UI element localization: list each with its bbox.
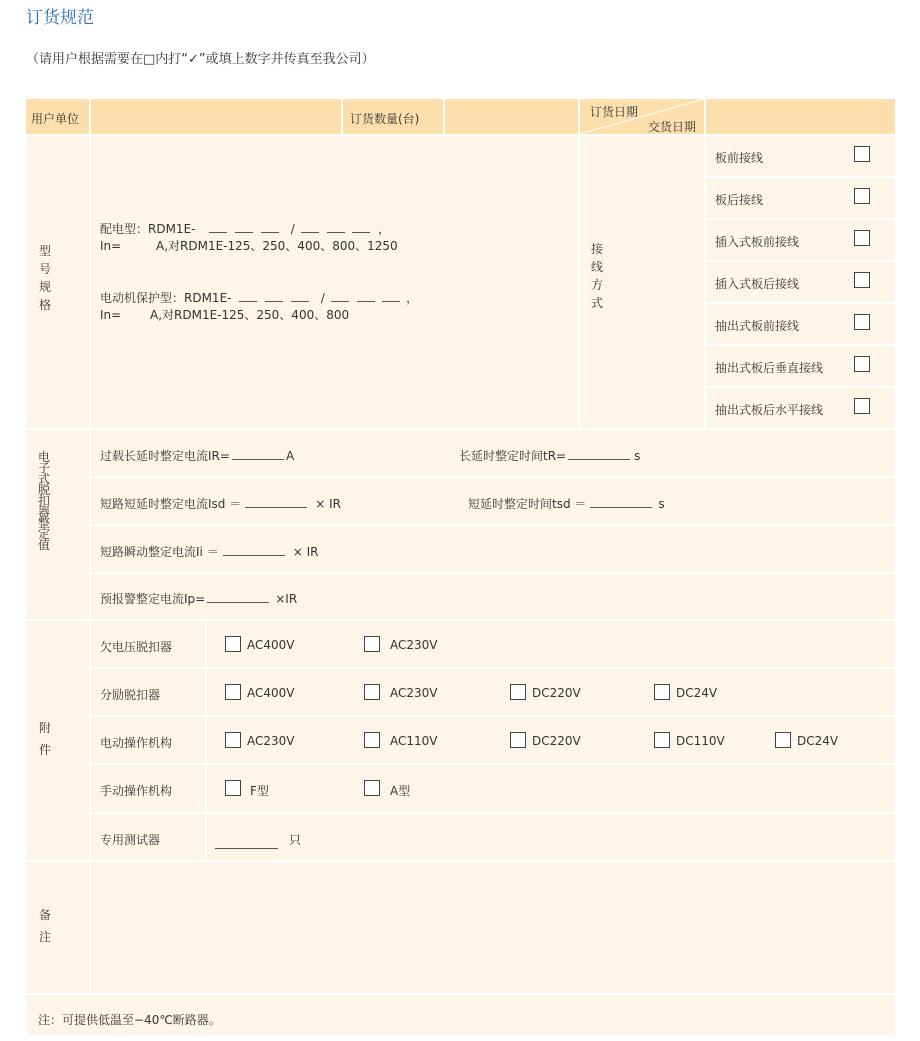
pre-alarm-current-label: 预报警整定电流Ip=	[100, 592, 206, 606]
wiring-option-row[interactable]	[706, 304, 895, 344]
header-order-qty-label-cell	[343, 99, 443, 134]
model-line-3: 电动机保护型：RDM1E- / ，	[100, 291, 419, 305]
model-line-2	[100, 237, 398, 254]
header-date-label-cell	[580, 99, 704, 134]
model-code-blank[interactable]	[382, 289, 400, 302]
accessory-options-cell	[207, 765, 895, 812]
model-line-1-text: 配电型：RDM1E-	[100, 222, 196, 236]
wiring-option-label: 抽出式板后水平接线	[715, 403, 824, 417]
option-label: DC110V	[676, 734, 725, 748]
wiring-checkbox[interactable]	[854, 314, 870, 330]
option-checkbox[interactable]	[225, 636, 241, 652]
release-section-label: 电 子 式 脱 扣 器 整 定 值	[37, 450, 50, 552]
pre-alarm-current-unit: ×IR	[275, 592, 298, 606]
release-row-4-content	[100, 590, 297, 607]
model-spec-cell	[91, 136, 578, 428]
wiring-checkbox[interactable]	[854, 272, 870, 288]
shunt-release-label: 分励脱扣器	[100, 688, 161, 702]
remarks-section-label: 备 注	[38, 908, 51, 944]
accessories-section-label-cell	[26, 621, 89, 860]
wiring-checkbox[interactable]	[854, 146, 870, 162]
option-checkbox[interactable]	[775, 732, 791, 748]
model-code-blank[interactable]	[261, 220, 279, 233]
short-delay-current-blank[interactable]	[245, 495, 307, 508]
wiring-option-label: 抽出式板前接线	[715, 319, 800, 333]
wiring-checkbox[interactable]	[854, 230, 870, 246]
wiring-label-cell	[580, 136, 704, 428]
short-delay-current-unit: × IR	[315, 497, 341, 511]
option-checkbox[interactable]	[364, 732, 380, 748]
wiring-option-row[interactable]	[706, 388, 895, 428]
accessory-label-cell	[91, 669, 205, 715]
accessory-options-cell	[207, 669, 895, 715]
overload-current-label: 过载长延时整定电流IR=	[100, 449, 230, 463]
model-line-1: 配电型：RDM1E- / ，	[100, 222, 391, 236]
instantaneous-current-label: 短路瞬动整定电流Ii ＝	[100, 545, 219, 559]
header-user-unit-label-cell	[26, 99, 89, 134]
tester-label: 专用测试器	[100, 833, 161, 847]
model-line-2-prefix: In=	[100, 239, 122, 253]
header-order-date-label: 订货日期	[590, 105, 639, 119]
model-code-blank[interactable]	[327, 220, 345, 233]
model-code-blank[interactable]	[301, 220, 319, 233]
option-checkbox[interactable]	[364, 684, 380, 700]
model-line-3-text: 电动机保护型：RDM1E-	[100, 291, 232, 305]
short-delay-time-blank[interactable]	[590, 495, 652, 508]
pre-alarm-current-blank[interactable]	[207, 590, 269, 603]
release-row-1-right	[459, 447, 640, 464]
release-row-2-left	[100, 495, 341, 512]
release-row-3	[91, 526, 895, 572]
instantaneous-current-unit: × IR	[292, 545, 319, 559]
wiring-option-row[interactable]	[706, 178, 895, 218]
accessory-label-cell	[91, 621, 205, 667]
model-line-3-tail: ，	[406, 291, 419, 305]
wiring-option-label: 插入式板后接线	[715, 277, 800, 291]
wiring-checkbox[interactable]	[854, 356, 870, 372]
model-section-label-cell	[26, 136, 89, 428]
option-checkbox[interactable]	[225, 780, 241, 796]
option-label: AC230V	[390, 638, 438, 652]
option-label: A型	[390, 784, 411, 798]
model-code-blank[interactable]	[209, 220, 227, 233]
short-delay-time-unit: s	[658, 497, 665, 511]
accessory-label-cell	[91, 814, 205, 860]
release-row-3-content	[100, 543, 318, 560]
remarks-section-label-cell	[26, 862, 89, 993]
wiring-option-row[interactable]	[706, 346, 895, 386]
release-row-2	[91, 478, 895, 524]
instruction-text: （请用户根据需要在□内打“✓”或填上数字并传真至我公司）	[26, 52, 375, 67]
option-checkbox[interactable]	[364, 636, 380, 652]
option-label: AC110V	[390, 734, 438, 748]
overload-current-blank[interactable]	[232, 447, 284, 460]
option-label: AC400V	[247, 638, 295, 652]
model-code-blank[interactable]	[235, 220, 253, 233]
option-label: AC230V	[390, 686, 438, 700]
long-delay-time-unit: s	[634, 449, 641, 463]
wiring-checkbox[interactable]	[854, 188, 870, 204]
release-row-1	[91, 430, 895, 476]
option-checkbox[interactable]	[225, 732, 241, 748]
header-date-field[interactable]	[706, 99, 895, 134]
option-label: AC230V	[247, 734, 295, 748]
header-user-unit-label: 用户单位	[31, 112, 80, 126]
footnote: 注：可提供低温至−40℃断路器。	[38, 1013, 221, 1027]
long-delay-time-blank[interactable]	[568, 447, 630, 460]
accessory-label-cell	[91, 717, 205, 763]
undervoltage-release-label: 欠电压脱扣器	[100, 640, 173, 654]
option-checkbox[interactable]	[364, 780, 380, 796]
model-code-blank[interactable]	[291, 289, 309, 302]
wiring-option-row[interactable]	[706, 220, 895, 260]
option-label: AC400V	[247, 686, 295, 700]
option-checkbox[interactable]	[510, 732, 526, 748]
model-code-blank[interactable]	[357, 289, 375, 302]
wiring-option-label: 插入式板前接线	[715, 235, 800, 249]
wiring-option-label: 板前接线	[715, 151, 764, 165]
model-line-4-prefix: In=	[100, 308, 122, 322]
option-checkbox[interactable]	[510, 684, 526, 700]
accessory-label-cell	[91, 765, 205, 812]
option-checkbox[interactable]	[654, 732, 670, 748]
model-section-label: 型 号 规 格	[38, 244, 51, 312]
wiring-option-row[interactable]	[706, 136, 895, 176]
option-label: DC24V	[797, 734, 839, 748]
wiring-option-label: 板后接线	[715, 193, 764, 207]
header-order-qty-field[interactable]	[445, 99, 578, 134]
overload-current-unit: A	[285, 449, 295, 463]
manual-operator-label: 手动操作机构	[100, 784, 173, 798]
tester-quantity-blank[interactable]	[215, 834, 278, 849]
model-line-4-rest: A,对RDM1E-125、250、400、800	[150, 308, 350, 322]
accessories-section-label: 附 件	[38, 721, 51, 757]
release-row-1-left	[100, 447, 294, 464]
wiring-option-label: 抽出式板后垂直接线	[715, 361, 824, 375]
header-user-unit-field[interactable]	[91, 99, 341, 134]
release-row-2-right	[468, 495, 665, 512]
header-delivery-date-label: 交货日期	[648, 120, 697, 134]
accessory-options-cell	[207, 717, 895, 763]
model-code-blank[interactable]	[352, 220, 370, 233]
model-line-2-rest: A,对RDM1E-125、250、400、800、1250	[156, 239, 398, 253]
model-code-blank[interactable]	[239, 289, 257, 302]
option-label: DC220V	[532, 734, 581, 748]
accessory-options-cell	[207, 814, 895, 860]
tester-unit: 只	[289, 833, 302, 847]
option-checkbox[interactable]	[654, 684, 670, 700]
remarks-field[interactable]	[91, 862, 895, 993]
wiring-checkbox[interactable]	[854, 398, 870, 414]
release-row-4	[91, 574, 895, 619]
page-title: 订货规范	[26, 8, 94, 28]
motor-operator-label: 电动操作机构	[100, 736, 173, 750]
short-delay-current-label: 短路短延时整定电流Isd ＝	[100, 497, 242, 511]
model-code-blank[interactable]	[331, 289, 349, 302]
wiring-option-row[interactable]	[706, 262, 895, 302]
option-checkbox[interactable]	[225, 684, 241, 700]
release-section-label-cell	[26, 430, 89, 619]
option-label: DC220V	[532, 686, 581, 700]
option-label: DC24V	[676, 686, 718, 700]
long-delay-time-label: 长延时整定时间tR=	[459, 449, 567, 463]
option-label: F型	[250, 784, 269, 798]
short-delay-time-label: 短延时整定时间tsd ＝	[468, 497, 587, 511]
wiring-section-label: 接 线 方 式	[590, 242, 603, 310]
accessory-options-cell	[207, 621, 895, 667]
model-line-1-tail: ，	[378, 222, 391, 236]
header-order-qty-label: 订货数量(台)	[350, 112, 420, 126]
model-line-4	[100, 306, 349, 323]
instantaneous-current-blank[interactable]	[223, 543, 285, 556]
model-code-blank[interactable]	[265, 289, 283, 302]
